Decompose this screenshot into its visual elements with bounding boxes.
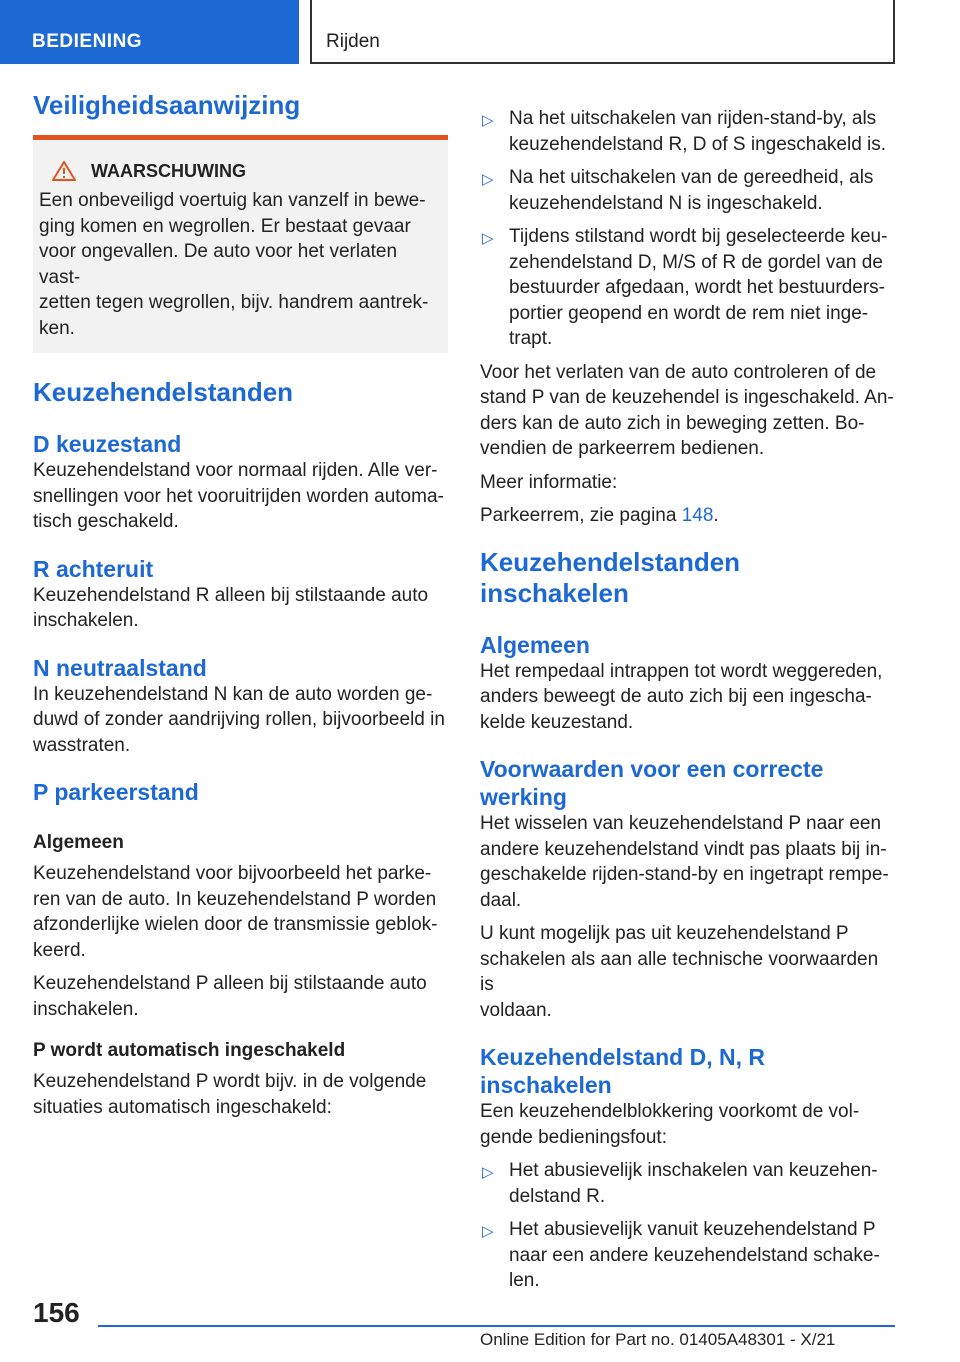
dnr-text: Een keuzehendelblokkering voorkomt de vol- gende bedieningsfout: [480,1101,860,1148]
right-column [480,106,895,1302]
d-text: Keuzehendelstand voor normaal rijden. Alle ver- snellingen voor het vooruitrijden worden automa- tisch geschakeld. [33,460,444,532]
p-standstill-text: Keuzehendelstand P alleen bij stilstaande auto inschakelen. [33,973,427,1020]
warning-header [39,160,440,182]
list-item: ▷ Het abusievelijk vanuit keuzehendelstand P naar een andere keuzehendelstand schake- len. [482,1219,880,1291]
leave-vehicle-text: Voor het verlaten van de auto controleren of de stand P van de keuzehendel is ingeschakeld. An- ders kan de auto zich in beweging zetten. Bo- vendien de parkeerrem bedienen. [480,361,894,459]
chapter-title: Rijden [310,0,895,64]
page-link[interactable]: 148 [681,505,714,526]
warning-box [33,135,448,353]
safety-heading: Veiligheidsaanwijzing [33,90,301,120]
list-item: ▷ Tijdens stilstand wordt bij geselecteerde keu- zehendelstand D, M/S of R de gordel van de bestuurder afgedaan, wordt het bestuurders- portier geopend en wordt de rem niet inge- trapt. [482,226,888,349]
r-heading: R achteruit [33,555,154,582]
general-heading: Algemeen [480,631,590,658]
n-heading: N neutraalstand [33,654,207,681]
r-text: Keuzehendelstand R alleen bij stilstaande auto inschakelen. [33,584,429,631]
more-info-label: Meer informatie: [480,471,618,493]
auto-p-situations-list [480,106,895,352]
bullet-triangle-icon: ▷ [482,1164,494,1181]
list-item: ▷ Na het uitschakelen van de gereedheid, als keuzehendelstand N is ingeschakeld. [482,167,874,214]
warning-triangle-icon [51,160,77,182]
conditions-heading: Voorwaarden voor een correcte werking [480,756,824,810]
footer-divider [98,1325,895,1327]
bullet-triangle-icon: ▷ [482,112,494,129]
p-heading: P parkeerstand [33,779,199,805]
parking-brake-reference: Parkeerrem, zie pagina 148. [480,505,719,526]
conditions-text-1: Het wisselen van keuzehendelstand P naar een andere keuzehendelstand vindt pas plaats bij in- geschakelde rijden-stand-by en ingetrapt rempe- daal. [480,813,889,911]
warning-title: WAARSCHUWING [91,160,246,181]
left-column [33,90,448,1128]
p-auto-text: Keuzehendelstand P wordt bijv. in de volgende situaties automatisch ingeschakeld: [33,1071,427,1118]
p-general-heading: Algemeen [33,832,124,853]
page-number: 156 [33,1297,80,1328]
footer-edition: Online Edition for Part no. 01405A48301 - X/21 [480,1330,836,1349]
bullet-triangle-icon: ▷ [482,171,494,188]
list-item: ▷ Het abusievelijk inschakelen van keuzehen- delstand R. [482,1160,878,1207]
warning-text: Een onbeveiligd voertuig kan vanzelf in bewe- ging komen en wegrollen. Er bestaat gevaar voor ongevallen. De auto voor het verlaten vast- zetten tegen wegrollen, bijv. handrem aantrek- ken. [39,190,429,339]
dnr-heading: Keuzehendelstand D, N, R inschakelen [480,1044,765,1098]
section-tab: BEDIENING [0,0,299,64]
engage-heading: Keuzehendelstanden inschakelen [480,546,741,608]
general-text: Het rempedaal intrappen tot wordt weggereden, anders beweegt de auto zich bij een ingescha- kelde keuzestand. [480,660,883,733]
bullet-triangle-icon: ▷ [482,1223,494,1240]
p-general-text: Keuzehendelstand voor bijvoorbeeld het parke- ren van de auto. In keuzehendelstand P worden afzonderlijke wielen door de transmissie geblok- keerd. [33,863,438,961]
conditions-text-2: U kunt mogelijk pas uit keuzehendelstand P schakelen als aan alle technische voorwaarden is voldaan. [480,923,879,1021]
operating-errors-list [480,1158,895,1294]
p-auto-heading: P wordt automatisch ingeschakeld [33,1040,346,1061]
n-text: In keuzehendelstand N kan de auto worden ge- duwd of zonder aandrijving rollen, bijvoorbeeld in wasstraten. [33,683,445,756]
d-heading: D keuzestand [33,431,182,457]
bullet-triangle-icon: ▷ [482,230,494,247]
positions-heading: Keuzehendelstanden [33,377,294,407]
list-item: ▷ Na het uitschakelen van rijden-stand-by, als keuzehendelstand R, D of S ingeschakeld is. [482,108,887,155]
